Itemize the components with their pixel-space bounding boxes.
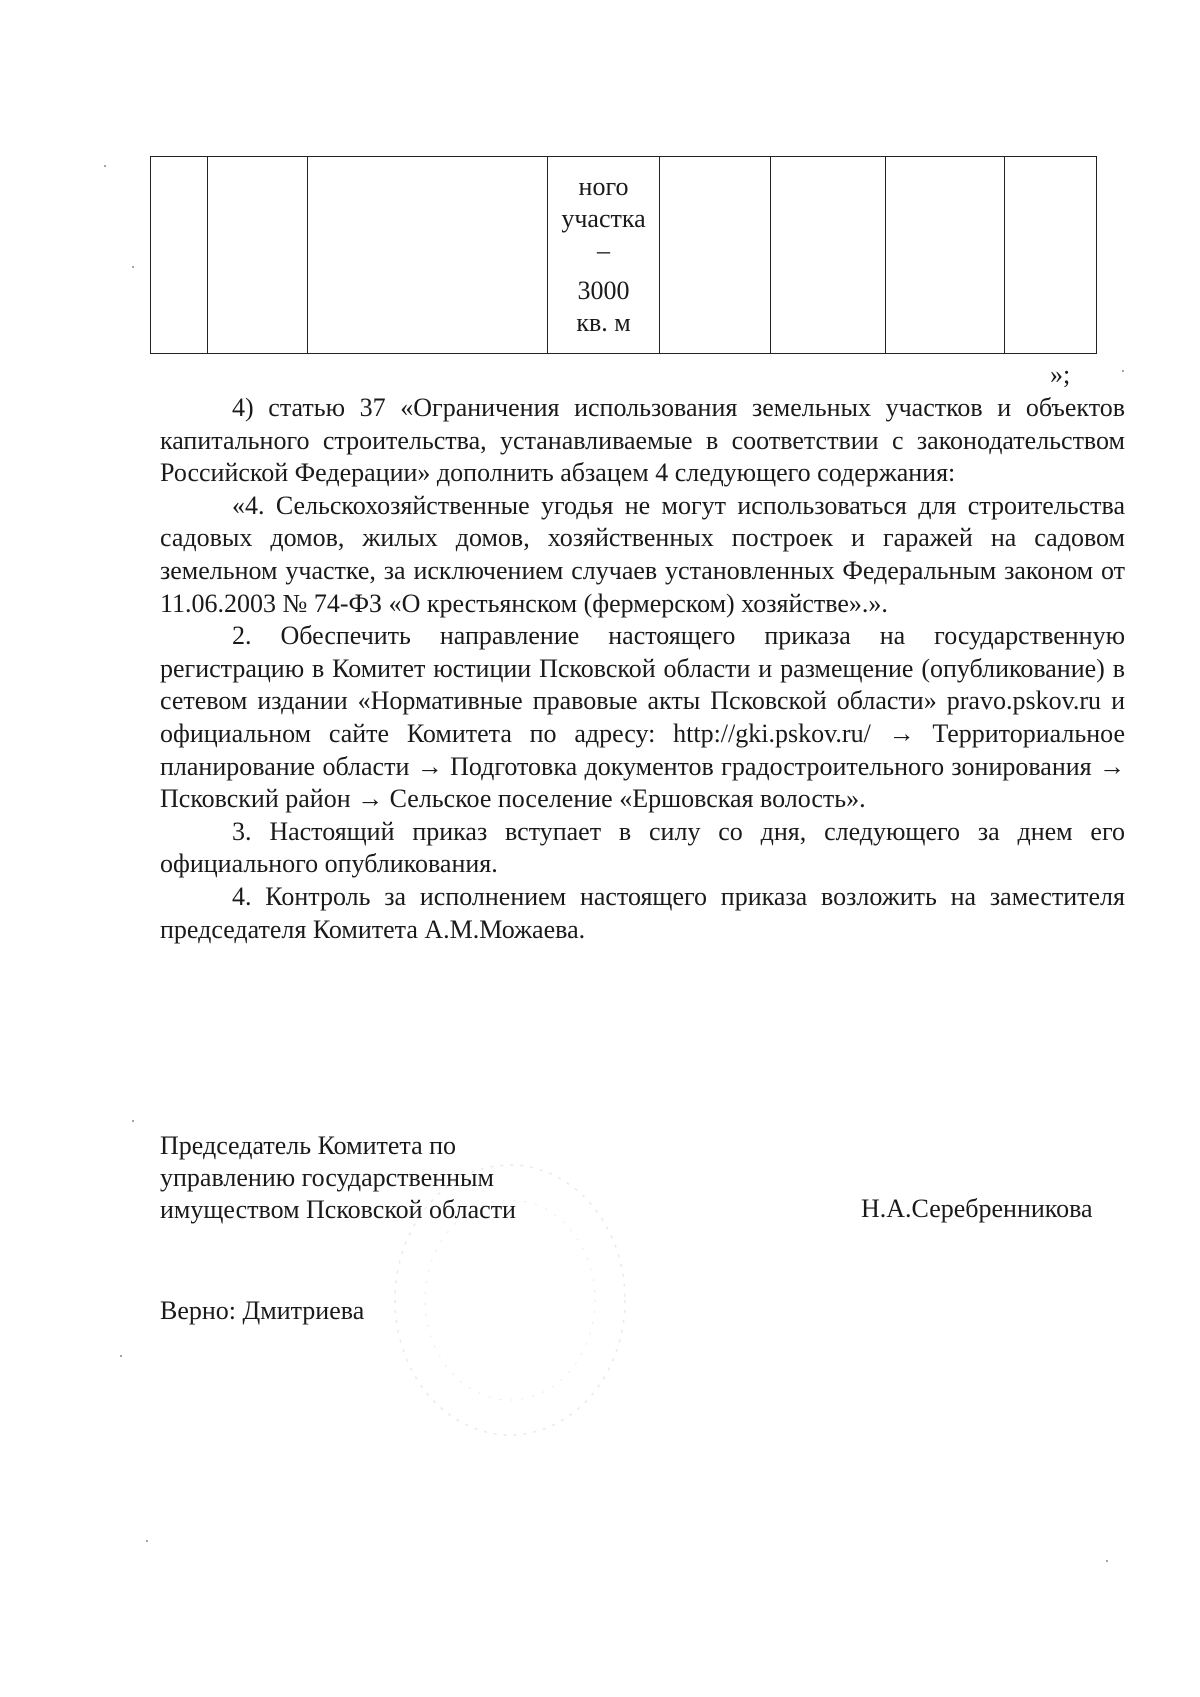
table-row [151,157,1097,354]
scan-speck [132,1120,134,1122]
table-cell [151,157,208,354]
table-cell [308,157,548,354]
scan-speck [146,1540,148,1542]
paragraph-control: 4. Контроль за исполнением настоящего приказа возложить на заместителя председателя Комитета А.М.Можаева. [160,881,1125,944]
scan-speck [1122,370,1124,372]
table-cell [1005,157,1097,354]
position-line: Председатель Комитета по [160,1131,457,1160]
cell-line: участка [561,204,646,233]
table-fragment [150,156,1097,354]
paragraph-effective-date: 3. Настоящий приказ вступает в силу со дня, следующего за днем его официального опубликования. [160,816,1125,879]
scan-speck [1106,1560,1108,1562]
paragraph-article-37: 4) статью 37 «Ограничения использования земельных участков и объектов капитального строительства, устанавливаемые в соответствии с законодательством Российской Федерации» дополнить абзацем 4 следующего содержания: [160,393,1125,488]
table-cell [771,157,886,354]
certification-line: Верно: Дмитриева [160,1296,365,1325]
cell-line: ного [578,172,629,201]
position-line: имуществом Псковской области [160,1195,516,1224]
document-body [160,392,1125,946]
scan-speck [120,1355,122,1357]
table-closing-quote: »; [1050,360,1071,389]
table-cell [660,157,771,354]
table-cell-area [548,157,660,354]
table-cell [208,157,308,354]
cell-line: 3000 [577,276,630,305]
cell-line: – [597,236,610,265]
table-cell [886,157,1005,354]
position-line: управлению государственным [160,1163,494,1192]
paragraph-quoted-clause: «4. Сельскохозяйственные угодья не могут использоваться для строительства садовых домов, жилых домов, хозяйственных построек и гаражей на садовом земельном участке, за исключением случаев установленных Федеральным законом от 11.06.2003 № 74-ФЗ «О крестьянском (фермерском) хозяйстве».». [160,490,1125,618]
scan-speck [104,165,106,167]
paragraph-registration: 2. Обеспечить направление настоящего приказа на государственную регистрацию в Комитет юстиции Псковской области и размещение (опубликование) в сетевом издании «Нормативные правовые акты Псковской области» pravo.pskov.ru и официальном сайте Комитета по адресу: http://gki.pskov.ru/ → Территориальное планирование области → Подготовка документов градостроительного зонирования → Псковский район → Сельское поселение «Ершовская волость». [160,621,1125,814]
scan-speck [132,266,134,268]
signatory-name: Н.А.Серебренникова [861,1194,1093,1223]
cell-line: кв. м [576,308,631,337]
faint-stamp-mark [380,1150,640,1450]
